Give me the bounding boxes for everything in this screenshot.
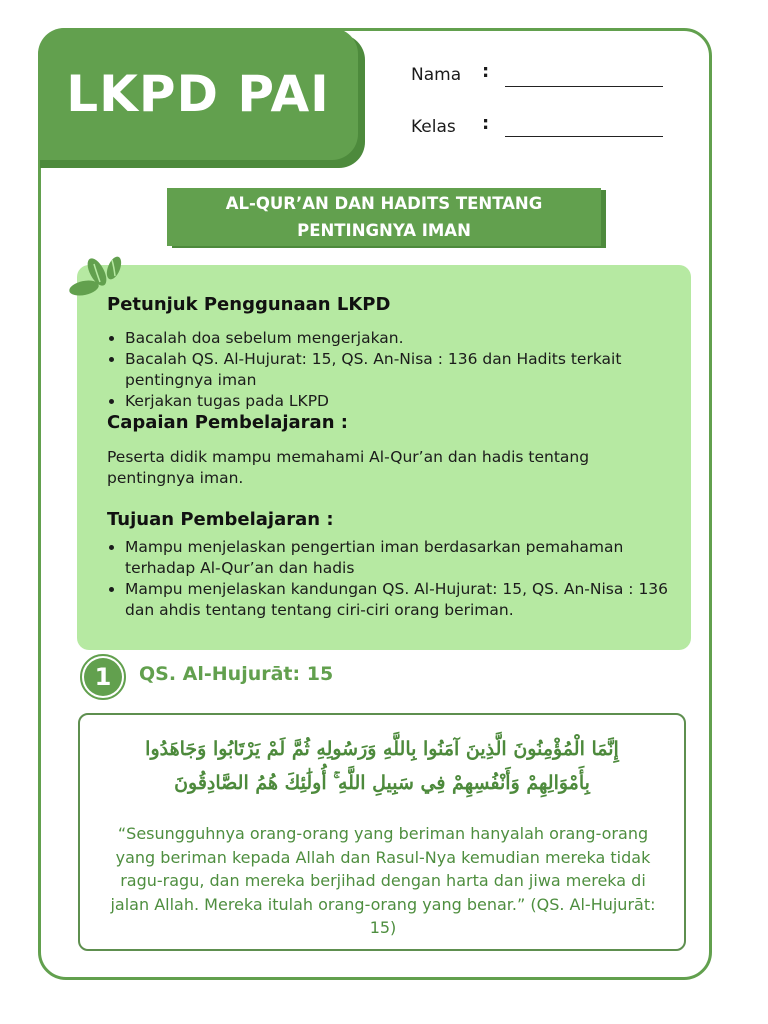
arabic-line-2: بِأَمْوَالِهِمْ وَأَنْفُسِهِمْ فِي سَبِيلِ اللَّهِ ۚ أُولَٰئِكَ هُمُ الصَّادِقُونَ [174, 772, 590, 794]
list-item: • Bacalah QS. Al-Hujurat: 15, QS. An-Nisa : 136 dan Hadits terkait pentingnya iman [125, 349, 665, 391]
tujuan-list [107, 537, 685, 621]
verse-translation: “Sesungguhnya orang-orang yang beriman hanyalah orang-orang yang beriman kepada Allah dan Rasul-Nya kemudian mereka tidak ragu-ragu, dan mereka berjihad dengan harta dan jiwa mereka di jalan Allah. Mereka itulah orang-orang yang benar.” (QS. Al-Hujurāt: 15) [110, 824, 656, 937]
arabic-line-1: إِنَّمَا الْمُؤْمِنُونَ الَّذِينَ آمَنُوا بِاللَّهِ وَرَسُولِهِ ثُمَّ لَمْ يَرْتَابُوا وَجَاهَدُوا [145, 738, 619, 760]
petunjuk-heading: Petunjuk Penggunaan LKPD [107, 294, 391, 315]
list-item: • Bacalah doa sebelum mengerjakan. [125, 328, 665, 349]
petunjuk-list [107, 328, 665, 412]
section-title: QS. Al-Hujurāt: 15 [139, 663, 334, 685]
list-item: • Mampu menjelaskan kandungan QS. Al-Hujurat: 15, QS. An-Nisa : 136 dan ahdis tentang tentang ciri-ciri orang beriman. [125, 579, 685, 621]
nama-label: Nama [411, 65, 462, 85]
list-item: • Kerjakan tugas pada LKPD [125, 391, 665, 412]
topic-banner [167, 188, 601, 246]
kelas-colon: : [482, 113, 490, 134]
banner-line-1: AL-QUR’AN DAN HADITS TENTANG [225, 194, 543, 213]
capaian-text: Peserta didik mampu memahami Al-Qur’an dan hadis tentang pentingnya iman. [107, 448, 590, 487]
banner-line-2: PENTINGNYA IMAN [297, 221, 471, 240]
list-item: • Mampu menjelaskan pengertian iman berdasarkan pemahaman terhadap Al-Qur’an dan hadis [125, 537, 685, 579]
title-box [38, 28, 358, 160]
tujuan-heading: Tujuan Pembelajaran : [107, 509, 334, 530]
nama-field[interactable] [505, 86, 663, 87]
nama-colon: : [482, 61, 490, 82]
kelas-field[interactable] [505, 136, 663, 137]
page-title: LKPD PAI [66, 65, 330, 123]
arabic-verse [96, 732, 668, 800]
capaian-heading: Capaian Pembelajaran : [107, 412, 348, 433]
section-number: 1 [84, 658, 122, 696]
kelas-label: Kelas [411, 117, 456, 137]
